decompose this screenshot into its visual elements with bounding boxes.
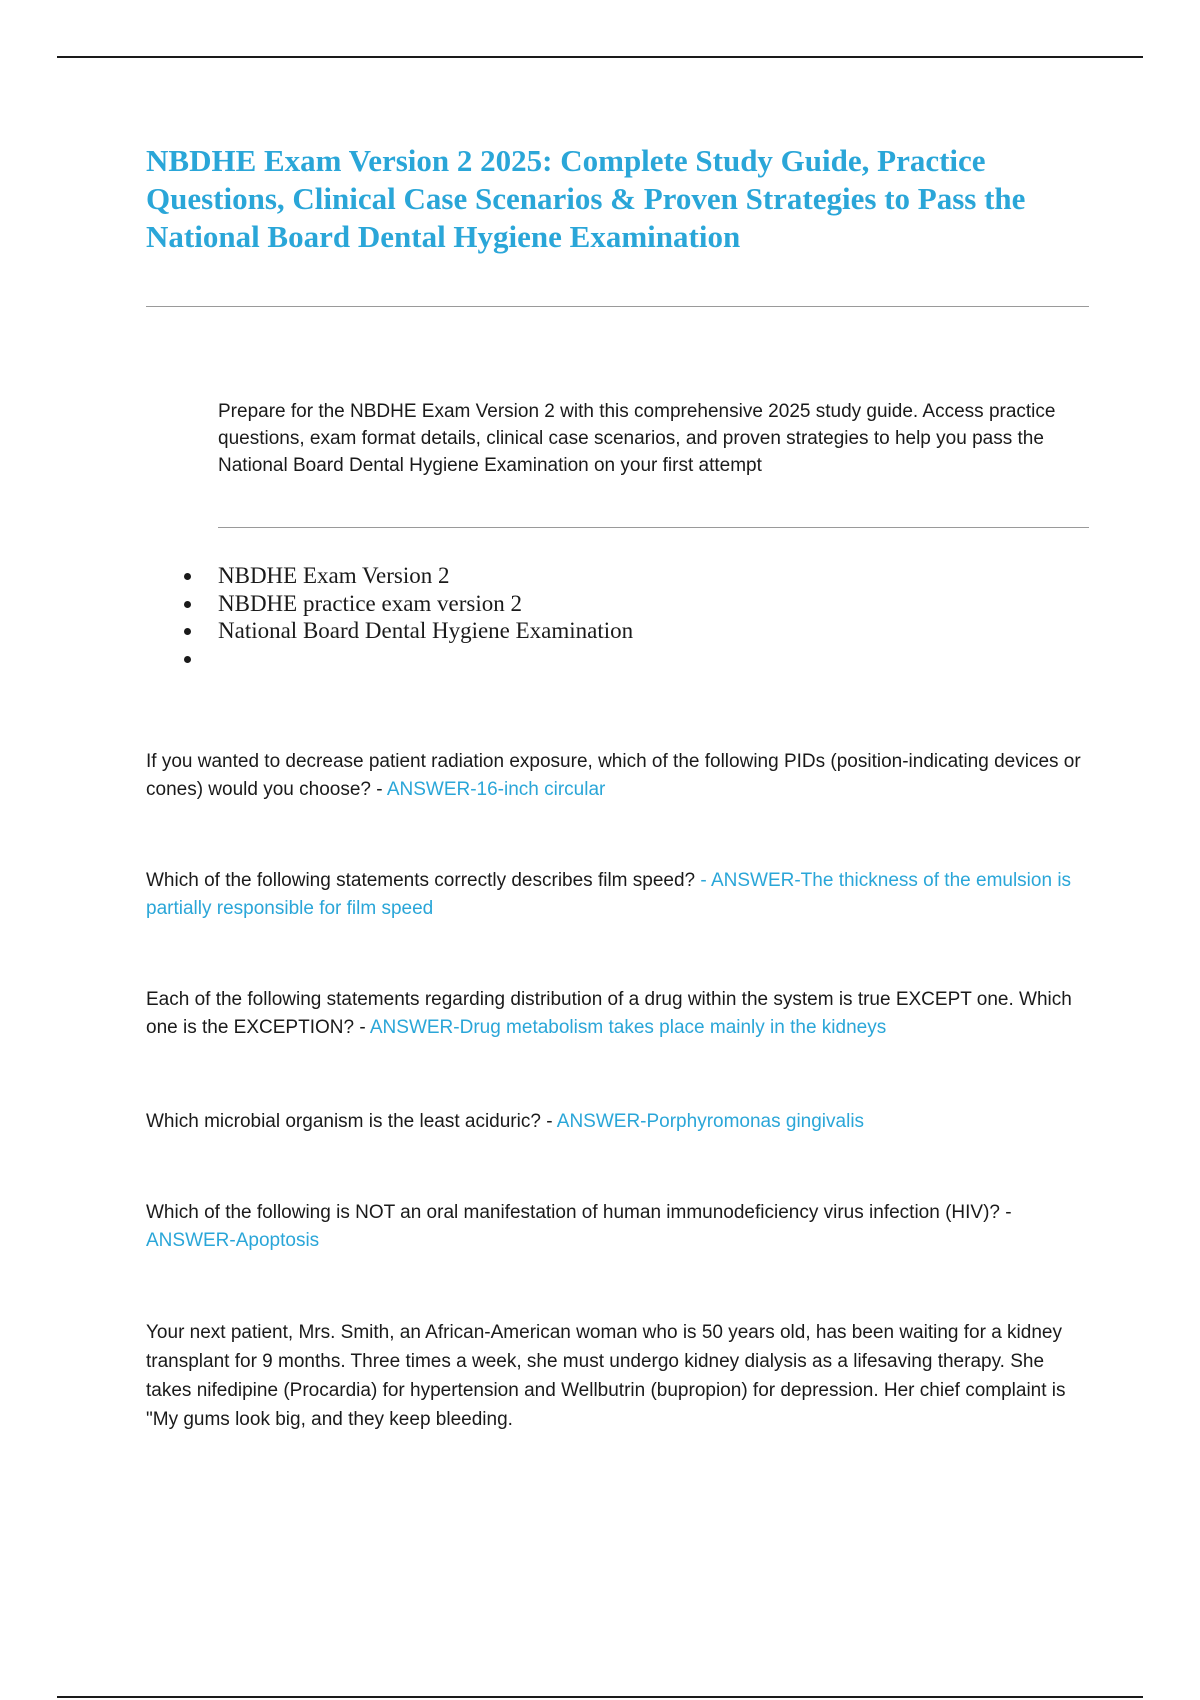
question-block	[146, 1108, 1086, 1136]
answer-text: ANSWER-16-inch circular	[386, 779, 606, 800]
document-title: NBDHE Exam Version 2 2025: Complete Study Guide, Practice Questions, Clinical Case Scenarios & Proven Strategies to Pass the National Board Dental Hygiene Examination	[146, 143, 1026, 254]
keyword-list	[184, 562, 633, 672]
question-text: Which of the following is NOT an oral manifestation of human immunodeficiency virus infection (HIV)? -	[146, 1202, 1012, 1223]
question-block	[146, 867, 1086, 923]
keyword-item	[184, 590, 633, 618]
question-text: Each of the following statements regarding distribution of a drug within the system is true EXCEPT one. Which one is the EXCEPTION? -	[146, 989, 1072, 1038]
case-scenario-block	[146, 1318, 1086, 1434]
keyword-item	[184, 645, 633, 673]
question-block	[146, 748, 1086, 804]
keyword-item	[184, 617, 633, 645]
answer-text: ANSWER-Drug metabolism takes place mainly in the kidneys	[369, 1017, 887, 1038]
keyword-text: National Board Dental Hygiene Examination	[218, 618, 634, 643]
intro-paragraph: Prepare for the NBDHE Exam Version 2 with this comprehensive 2025 study guide. Access practice questions, exam format details, clinical case scenarios, and proven strategies to help you pass the National Board Dental Hygiene Examination on your first attempt	[218, 401, 1056, 476]
question-block	[146, 986, 1086, 1042]
bullet-icon	[184, 601, 191, 608]
case-scenario-text: Your next patient, Mrs. Smith, an African-American woman who is 50 years old, has been waiting for a kidney transplant for 9 months. Three times a week, she must undergo kidney dialysis as a lifesaving therapy. She takes nifedipine (Procardia) for hypertension and Wellbutrin (bupropion) for depression. Her chief complaint is "My gums look big, and they keep bleeding.	[146, 1322, 1066, 1430]
title-divider	[146, 306, 1089, 307]
bullet-icon	[184, 573, 191, 580]
bullet-icon	[184, 628, 191, 635]
question-block	[146, 1199, 1086, 1255]
answer-text: - ANSWER-The thickness of the emulsion is partially responsible for film speed	[146, 870, 1072, 919]
answer-text: ANSWER-Apoptosis	[146, 1230, 320, 1251]
question-text: If you wanted to decrease patient radiation exposure, which of the following PIDs (position-indicating devices or cones) would you choose? -	[146, 751, 1081, 800]
bullet-icon	[184, 656, 191, 663]
answer-text: ANSWER-Porphyromonas gingivalis	[556, 1111, 865, 1132]
question-text: Which microbial organism is the least aciduric? -	[146, 1111, 557, 1132]
keyword-text: NBDHE Exam Version 2	[218, 563, 450, 588]
page-bottom-rule	[57, 1696, 1143, 1698]
keyword-text: NBDHE practice exam version 2	[218, 590, 523, 616]
page-top-rule	[57, 56, 1143, 58]
keyword-item	[184, 562, 633, 590]
question-text: Which of the following statements correctly describes film speed?	[146, 870, 701, 891]
intro-divider	[218, 527, 1089, 528]
